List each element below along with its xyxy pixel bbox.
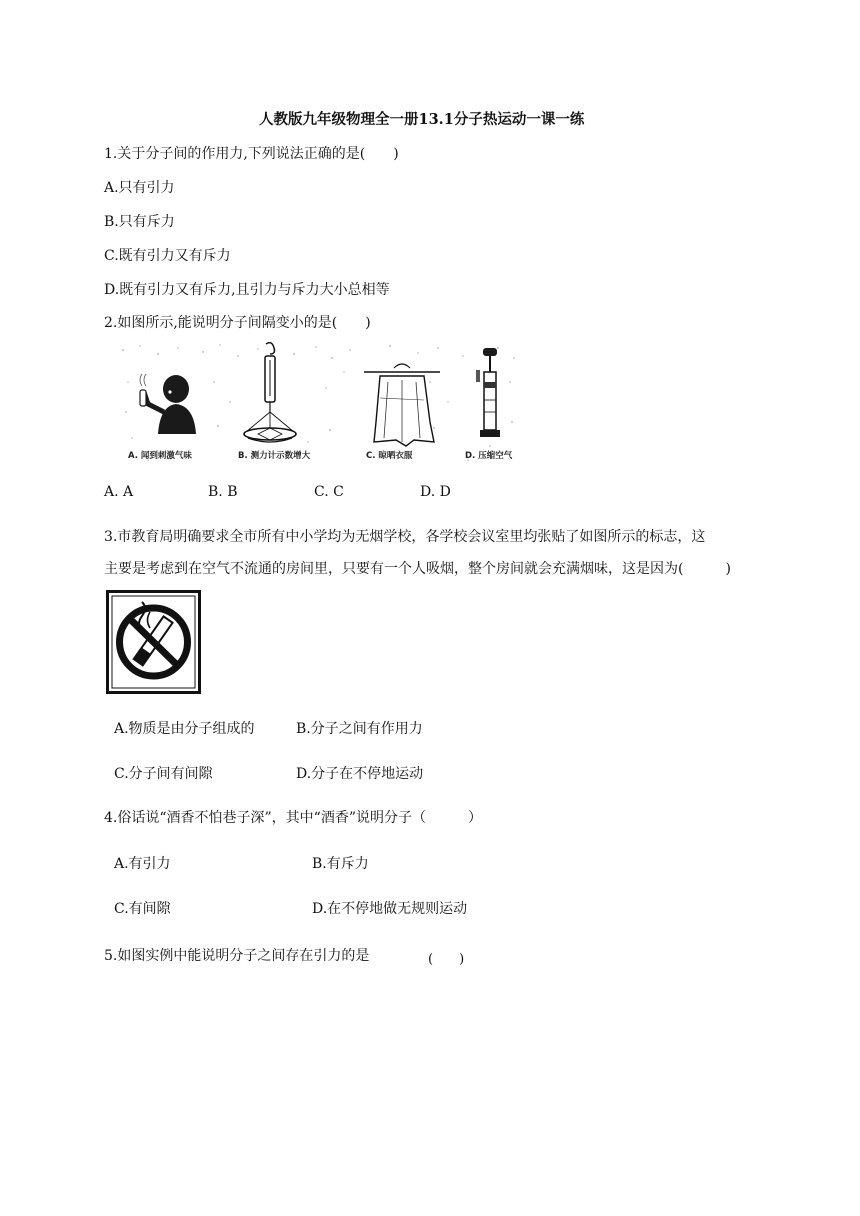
question-2-option-d: D. D bbox=[420, 484, 451, 500]
question-4-option-b: B.有斥力 bbox=[312, 856, 369, 872]
question-5-answer-paren: ( ) bbox=[428, 952, 465, 967]
figure-b-spring-scale bbox=[244, 343, 296, 442]
figure-caption-b: B. 测力计示数增大 bbox=[238, 451, 311, 461]
question-4-option-a: A.有引力 bbox=[114, 856, 171, 872]
question-5-stem: 5.如图实例中能说明分子之间存在引力的是 bbox=[104, 948, 370, 964]
question-3-option-b: B.分子之间有作用力 bbox=[296, 721, 423, 737]
question-2-figure bbox=[118, 342, 520, 466]
question-2-option-c: C. C bbox=[314, 484, 344, 500]
question-1-stem: 1.关于分子间的作用力,下列说法正确的是( ) bbox=[104, 146, 399, 162]
page-title: 人教版九年级物理全一册13.1分子热运动一课一练 bbox=[259, 111, 585, 128]
figure-speckle-texture bbox=[122, 344, 514, 460]
question-2-option-b: B. B bbox=[208, 484, 238, 500]
question-1-option-a: A.只有引力 bbox=[104, 180, 175, 196]
question-3-option-a: A.物质是由分子组成的 bbox=[114, 721, 255, 737]
question-1-option-d: D.既有引力又有斥力,且引力与斥力大小总相等 bbox=[104, 282, 390, 298]
question-4-option-c: C.有间隙 bbox=[114, 901, 171, 917]
figure-d-air-pump bbox=[476, 348, 500, 437]
question-2-option-a: A. A bbox=[104, 484, 134, 500]
question-3-option-c: C.分子间有间隙 bbox=[114, 766, 213, 782]
question-3-stem-line1: 3.市教育局明确要求全市所有中小学均为无烟学校，各学校会议室里均张贴了如图所示的标志，这 bbox=[104, 529, 706, 545]
question-1-option-b: B.只有斥力 bbox=[104, 214, 175, 230]
question-3-stem-line2: 主要是考虑到在空气不流通的房间里，只要有一个人吸烟，整个房间就会充满烟味，这是因为( ) bbox=[104, 561, 731, 577]
question-2-stem: 2.如图所示,能说明分子间隔变小的是( ) bbox=[104, 315, 371, 331]
question-1-option-c: C.既有引力又有斥力 bbox=[104, 248, 231, 264]
question-4-stem: 4.俗话说“酒香不怕巷子深”，其中“酒香”说明分子（ ） bbox=[104, 810, 482, 826]
question-3-option-d: D.分子在不停地运动 bbox=[296, 766, 424, 782]
question-4-option-d: D.在不停地做无规则运动 bbox=[312, 901, 468, 917]
figure-caption-d: D. 压缩空气 bbox=[465, 451, 513, 461]
figure-a-person-smelling bbox=[140, 374, 196, 434]
no-smoking-icon bbox=[106, 590, 201, 694]
figure-caption-c: C. 晾晒衣服 bbox=[366, 451, 413, 461]
figure-caption-a: A. 闻到刺激气味 bbox=[128, 451, 192, 461]
figure-c-drying-clothes bbox=[364, 364, 440, 446]
